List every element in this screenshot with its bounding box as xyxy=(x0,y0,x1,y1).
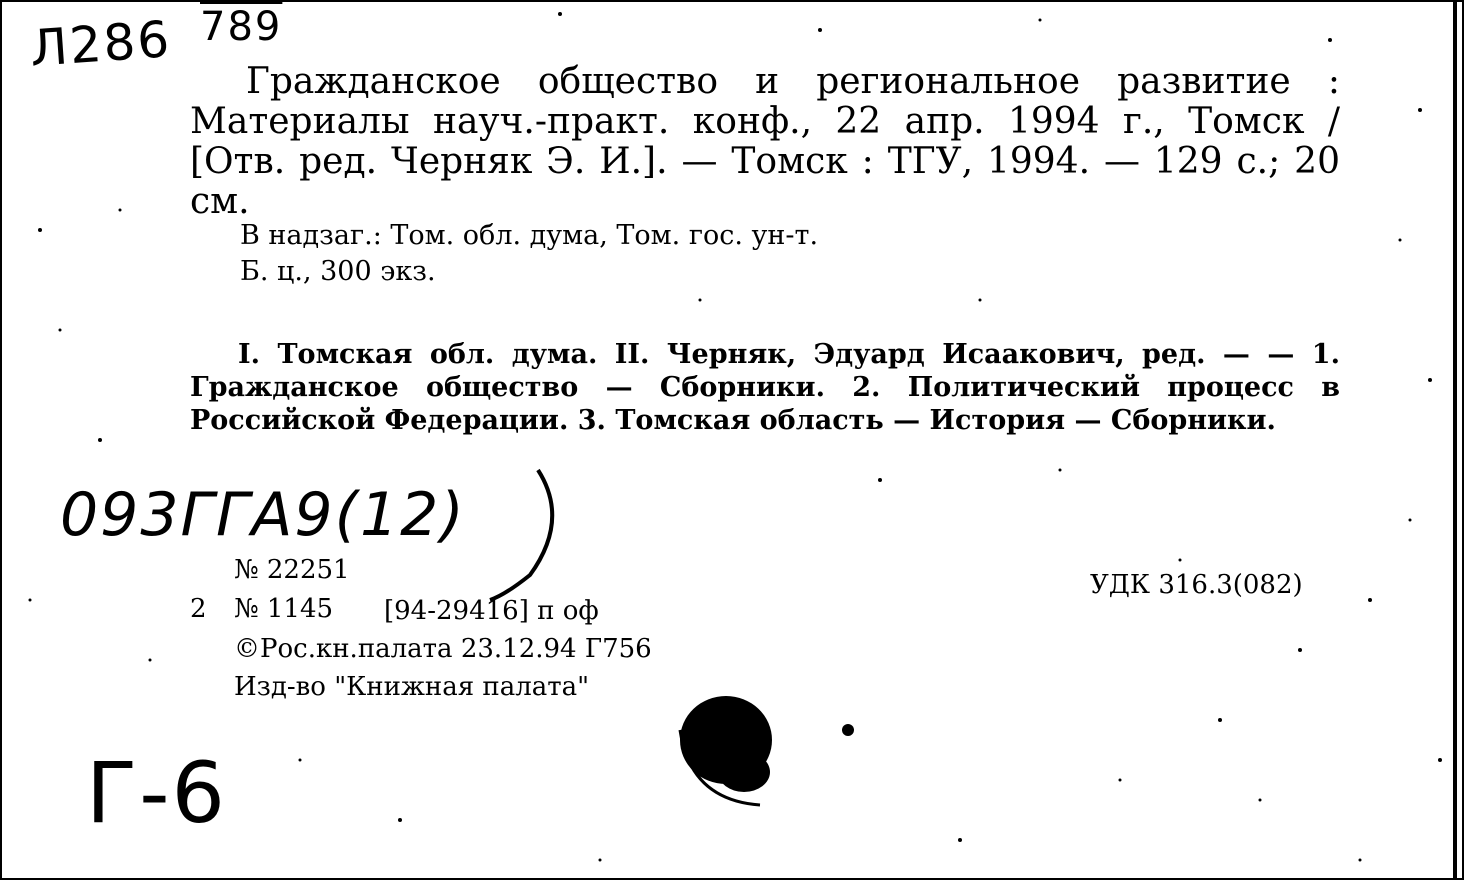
title-paragraph: Гражданское общество и региональное развитие : Материалы науч.-практ. конф., 22 апр. 1994 г., Томск / [Отв. ред. Черняк Э. И.]. — Томск : ТГУ, 1994. — 129 с.; 20 см. xyxy=(190,61,1340,222)
book-chamber-line: ©Рос.кн.палата 23.12.94 Г756 xyxy=(234,634,652,664)
record-number: № 22251 xyxy=(234,555,350,585)
ink-dot xyxy=(842,724,854,736)
order-code: [94-29416] п оф xyxy=(384,596,599,626)
note-price: Б. ц., 300 экз. xyxy=(240,256,436,287)
handwritten-bracket-stroke xyxy=(490,470,552,600)
udk-code: УДК 316.3(082) xyxy=(1090,570,1303,600)
handwritten-class: 093ГГА9(12) xyxy=(60,480,466,550)
copy-count: 2 xyxy=(190,594,207,624)
publisher-line: Изд-во "Книжная палата" xyxy=(234,672,590,702)
punch-hole-blot xyxy=(680,696,772,805)
note-header: В надзаг.: Том. обл. дума, Том. гос. ун-т. xyxy=(240,220,819,251)
handwritten-number: 789 xyxy=(200,4,283,50)
handwritten-shelfmark: Л286 xyxy=(28,10,173,78)
handwritten-location: Г-6 xyxy=(86,744,227,842)
tracings-paragraph: I. Томская обл. дума. II. Черняк, Эдуард Исаакович, ред. — — 1. Гражданское общество — Сборники. 2. Политический процесс в Российской Федерации. 3. Томская область — История — Сборники. xyxy=(190,339,1340,436)
card-number: № 1145 xyxy=(234,594,334,624)
